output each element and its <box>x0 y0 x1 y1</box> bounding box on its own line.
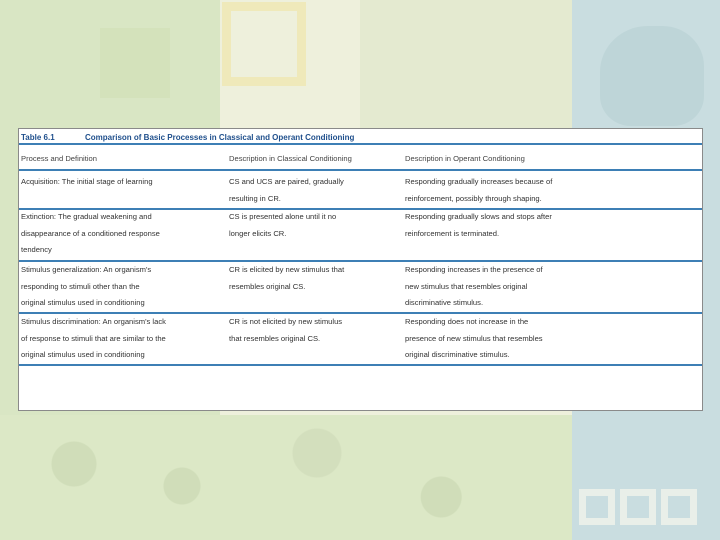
cell-operant: Responding does not increase in the presence of new stimulus that resembles original discriminative stimulus. <box>405 317 543 359</box>
cell-classical: CS and UCS are paired, gradually resulting in CR. <box>229 177 344 203</box>
cell-operant: Responding gradually slows and stops after reinforcement is terminated. <box>405 212 552 238</box>
header-process: Process and Definition <box>21 154 97 163</box>
comparison-table <box>18 128 703 411</box>
cell-classical: CR is elicited by new stimulus that resembles original CS. <box>229 265 345 291</box>
nav-square-icon[interactable] <box>661 489 697 525</box>
brain-scan-image <box>600 26 704 126</box>
decorative-pattern <box>20 420 560 530</box>
decorative-square <box>100 28 170 98</box>
header-operant: Description in Operant Conditioning <box>405 154 525 163</box>
nav-square-icon[interactable] <box>579 489 615 525</box>
rule-bottom <box>19 364 702 366</box>
nav-square-icon[interactable] <box>620 489 656 525</box>
background-panel-top <box>360 0 572 130</box>
slide-nav <box>579 489 697 525</box>
cell-process: Extinction: The gradual weakening and disappearance of a conditioned response tendency <box>21 212 160 254</box>
header-classical: Description in Classical Conditioning <box>229 154 352 163</box>
rule-header <box>19 169 702 171</box>
cell-process: Acquisition: The initial stage of learning <box>21 177 153 186</box>
cell-operant: Responding increases in the presence of new stimulus that resembles original discriminative stimulus. <box>405 265 543 307</box>
cell-process: Stimulus generalization: An organism's responding to stimuli other than the original stimulus used in conditioning <box>21 265 152 307</box>
cell-operant: Responding gradually increases because of reinforcement, possibly through shaping. <box>405 177 553 203</box>
cell-process: Stimulus discrimination: An organism's lack of response to stimuli that are similar to the original stimulus used in conditioning <box>21 317 166 359</box>
decorative-frame <box>222 2 306 86</box>
table-title: Comparison of Basic Processes in Classical and Operant Conditioning <box>85 133 355 142</box>
rule-top <box>19 143 702 145</box>
table-number: Table 6.1 <box>21 133 55 142</box>
cell-classical: CS is presented alone until it no longer elicits CR. <box>229 212 337 238</box>
cell-classical: CR is not elicited by new stimulus that resembles original CS. <box>229 317 343 343</box>
